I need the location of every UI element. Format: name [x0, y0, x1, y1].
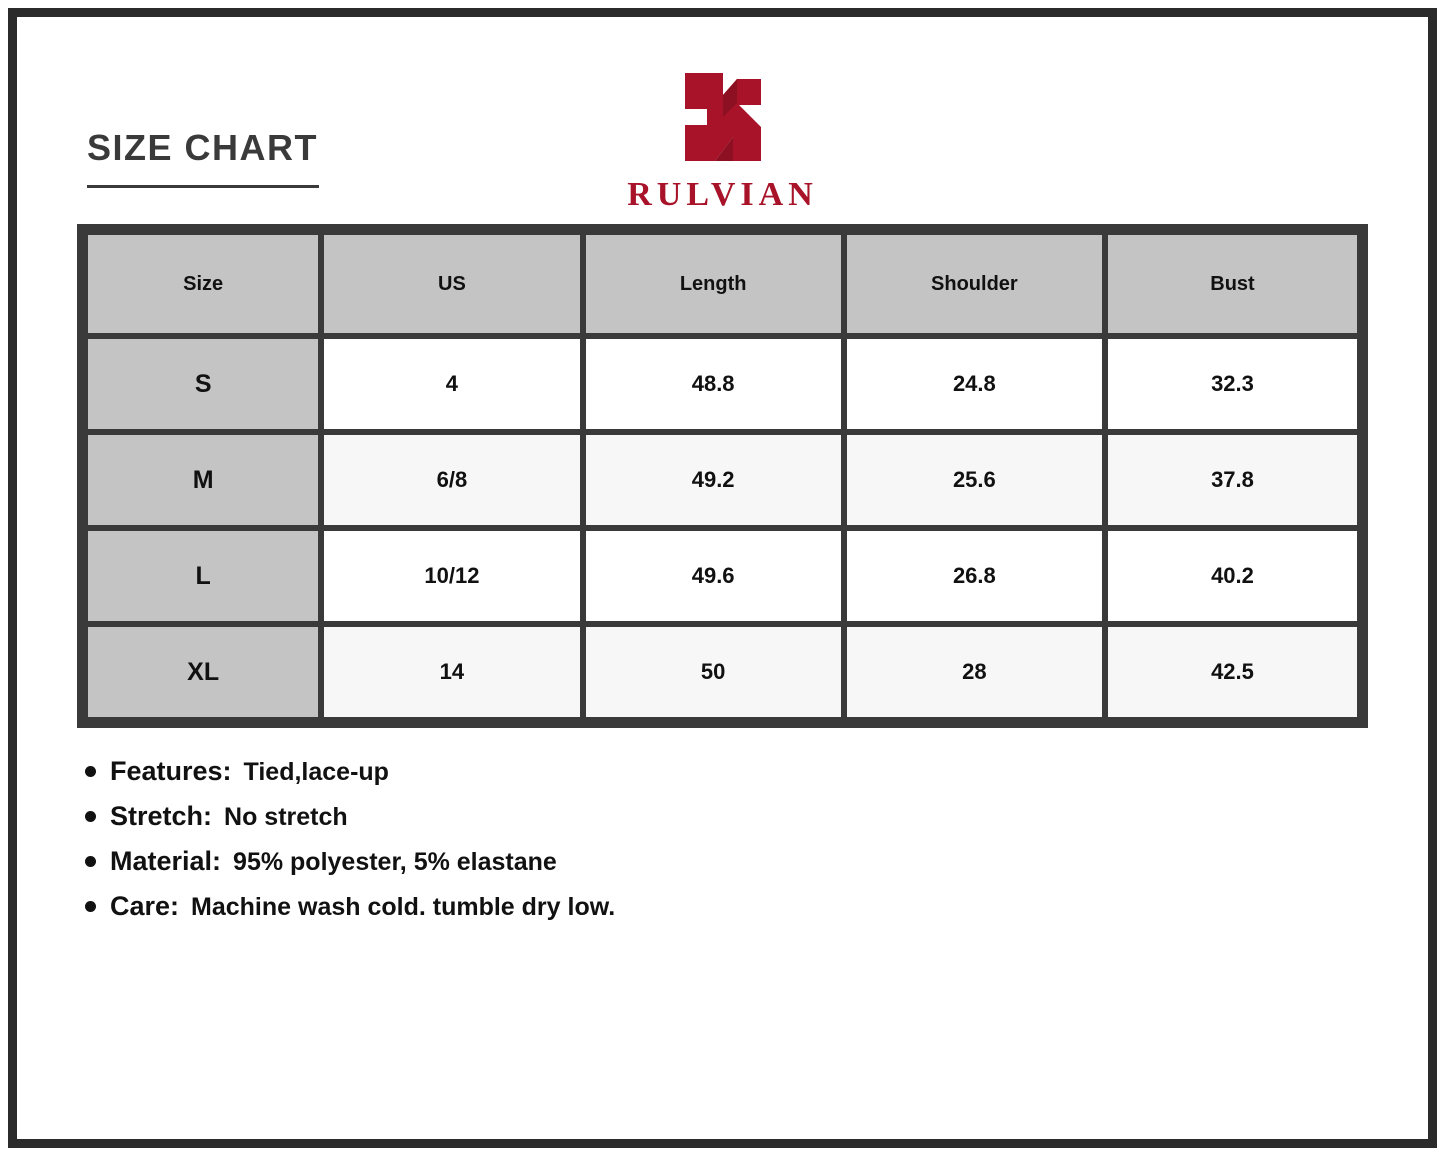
cell-shoulder: 24.8 [847, 339, 1102, 429]
note-value: No stretch [224, 803, 348, 831]
page-title: SIZE CHART [87, 127, 318, 168]
cell-length: 49.6 [586, 531, 841, 621]
note-label: Care: [110, 891, 180, 921]
table-row [88, 531, 1357, 621]
cell-size: S [88, 339, 318, 429]
note-value: Tied,lace-up [243, 758, 389, 786]
size-chart-table [82, 229, 1363, 723]
bullet-icon [85, 901, 96, 912]
note-label: Stretch: [110, 801, 213, 831]
brand-name: RULVIAN [627, 176, 818, 213]
cell-length: 50 [586, 627, 841, 717]
column-header-us: US [324, 235, 579, 333]
cell-us: 10/12 [324, 531, 579, 621]
cell-bust: 40.2 [1108, 531, 1357, 621]
note-item-features [85, 756, 1368, 787]
note-value: 95% polyester, 5% elastane [233, 848, 557, 876]
cell-size: XL [88, 627, 318, 717]
brand-block [77, 65, 1368, 214]
cell-shoulder: 28 [847, 627, 1102, 717]
cell-us: 14 [324, 627, 579, 717]
page-border [8, 8, 1437, 1148]
cell-size: M [88, 435, 318, 525]
bullet-icon [85, 856, 96, 867]
table-row [88, 435, 1357, 525]
cell-bust: 42.5 [1108, 627, 1357, 717]
cell-us: 6/8 [324, 435, 579, 525]
table-header-row [88, 235, 1357, 333]
note-item-stretch [85, 801, 1368, 832]
cell-size: L [88, 531, 318, 621]
cell-shoulder: 26.8 [847, 531, 1102, 621]
cell-bust: 37.8 [1108, 435, 1357, 525]
rulvian-monogram-icon [663, 65, 783, 170]
note-label: Features: [110, 756, 232, 786]
header [77, 43, 1368, 218]
table-row [88, 627, 1357, 717]
table-row [88, 339, 1357, 429]
cell-bust: 32.3 [1108, 339, 1357, 429]
note-item-care [85, 891, 1368, 922]
note-item-material [85, 846, 1368, 877]
column-header-bust: Bust [1108, 235, 1357, 333]
note-value: Machine wash cold. tumble dry low. [191, 893, 616, 921]
cell-length: 48.8 [586, 339, 841, 429]
note-label: Material: [110, 846, 222, 876]
cell-us: 4 [324, 339, 579, 429]
column-header-size: Size [88, 235, 318, 333]
cell-length: 49.2 [586, 435, 841, 525]
cell-shoulder: 25.6 [847, 435, 1102, 525]
column-header-shoulder: Shoulder [847, 235, 1102, 333]
bullet-icon [85, 811, 96, 822]
product-notes [77, 756, 1368, 922]
bullet-icon [85, 766, 96, 777]
size-chart-table-wrapper [77, 224, 1368, 728]
column-header-length: Length [586, 235, 841, 333]
